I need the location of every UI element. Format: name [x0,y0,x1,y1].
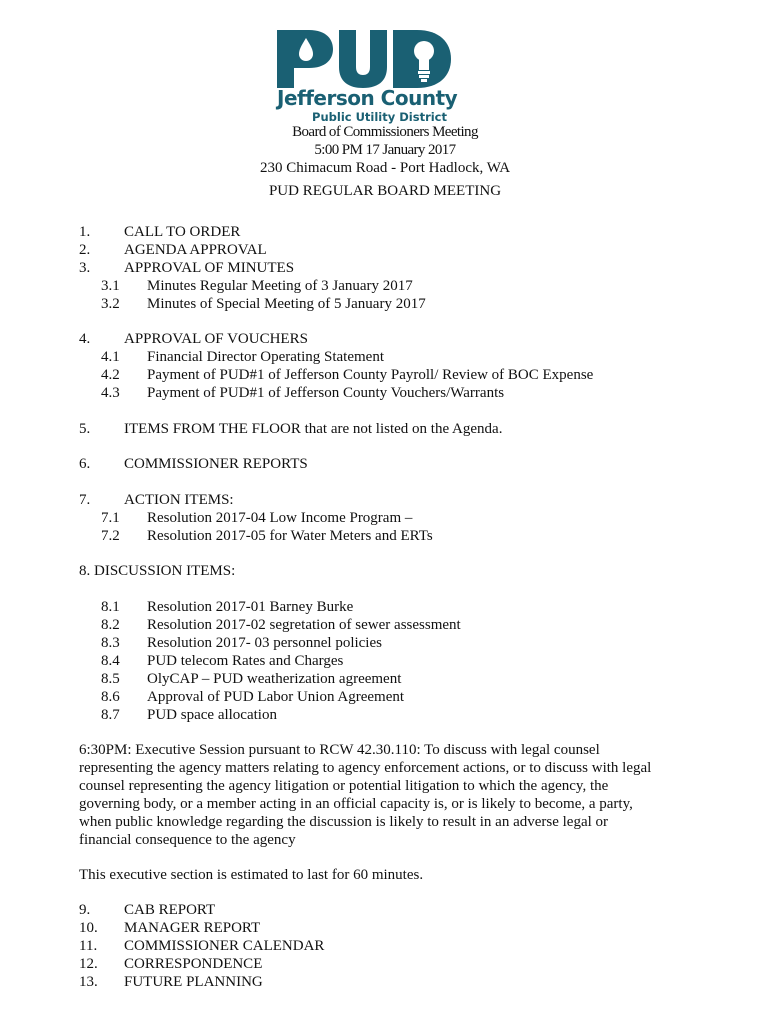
item-text: ITEMS FROM THE FLOOR that are not listed on the Agenda. [124,421,503,437]
subitem-number: 8.6 [101,689,120,705]
subitem-number: 4.2 [101,367,120,383]
subitem-number: 8.2 [101,617,120,633]
subitem-text: Resolution 2017-01 Barney Burke [147,599,354,615]
meeting-type: PUD REGULAR BOARD MEETING [268,183,502,199]
item-number: 4. [79,331,91,347]
subitem-number: 3.1 [101,278,120,294]
item-text: APPROVAL OF MINUTES [124,260,295,276]
subitem-text: Resolution 2017-02 segretation of sewer assessment [147,617,461,633]
subitem-number: 7.1 [101,510,120,526]
meeting-title: Board of Commissioners Meeting [292,124,478,140]
item-text: COMMISSIONER CALENDAR [124,938,325,954]
subitem-text: PUD telecom Rates and Charges [147,653,344,669]
subitem-text: Minutes of Special Meeting of 5 January 2017 [147,296,426,312]
item-text: MANAGER REPORT [124,920,261,936]
subitem-text: OlyCAP – PUD weatherization agreement [147,671,402,687]
item-text: ACTION ITEMS: [124,492,234,508]
subitem-number: 8.5 [101,671,120,687]
subitem-number: 8.7 [101,707,120,723]
pud-logo [277,30,458,124]
item-number: 2. [79,242,91,258]
item-number: 5. [79,421,91,437]
subitem-text: Payment of PUD#1 of Jefferson County Vouchers/Warrants [147,385,505,401]
item-number: 9. [79,902,91,918]
subitem-text: Resolution 2017-04 Low Income Program – [147,510,413,526]
pud-logo-mark [277,30,452,88]
discussion-heading: 8. DISCUSSION ITEMS: [79,563,236,579]
item-number: 13. [79,974,98,990]
subitem-number: 8.1 [101,599,120,615]
item-number: 10. [79,920,98,936]
subitem-text: Minutes Regular Meeting of 3 January 2017 [147,278,413,294]
paragraph-line: governing body, or a member acting in an official capacity is, or is likely to become, a party, [79,796,633,812]
paragraph-line: counsel representing the agency litigation or potential litigation to which the agency, the [79,778,609,794]
item-text: CORRESPONDENCE [124,956,263,972]
item-text: FUTURE PLANNING [124,974,263,990]
subitem-text: PUD space allocation [147,707,277,723]
item-text: CALL TO ORDER [124,224,241,240]
item-text: COMMISSIONER REPORTS [124,456,308,472]
logo-district-text: Public Utility District [312,110,447,124]
paragraph-line: financial consequence to the agency [79,832,296,848]
item-number: 12. [79,956,98,972]
item-number: 3. [79,260,91,276]
item-number: 7. [79,492,91,508]
meeting-address: 230 Chimacum Road - Port Hadlock, WA [259,160,511,176]
item-text: AGENDA APPROVAL [124,242,267,258]
logo-county-text: Jefferson County [277,86,458,110]
paragraph-line: when public knowledge regarding the discussion is likely to result in an adverse legal or [79,814,609,830]
subitem-text: Approval of PUD Labor Union Agreement [147,689,405,705]
subitem-number: 4.1 [101,349,120,365]
subitem-number: 4.3 [101,385,120,401]
item-number: 11. [79,938,98,954]
subitem-text: Resolution 2017- 03 personnel policies [147,635,382,651]
subitem-text: Financial Director Operating Statement [147,349,385,365]
subitem-number: 8.4 [101,653,120,669]
subitem-number: 3.2 [101,296,120,312]
meeting-time: 5:00 PM 17 January 2017 [314,142,456,158]
executive-session-paragraph [79,741,679,849]
paragraph-line: representing the agency matters relating to agency enforcement actions, or to discuss with legal [79,760,652,776]
item-number: 6. [79,456,91,472]
subitem-text: Payment of PUD#1 of Jefferson County Payroll/ Review of BOC Expense [147,367,594,383]
subitem-text: Resolution 2017-05 for Water Meters and ERTs [147,528,433,544]
subitem-number: 8.3 [101,635,120,651]
item-number: 1. [79,224,91,240]
paragraph-line: 6:30PM: Executive Session pursuant to RCW 42.30.110: To discuss with legal counsel [79,742,600,758]
executive-duration-note: This executive section is estimated to last for 60 minutes. [79,867,424,883]
item-text: APPROVAL OF VOUCHERS [124,331,308,347]
item-text: CAB REPORT [124,902,216,918]
subitem-number: 7.2 [101,528,120,544]
